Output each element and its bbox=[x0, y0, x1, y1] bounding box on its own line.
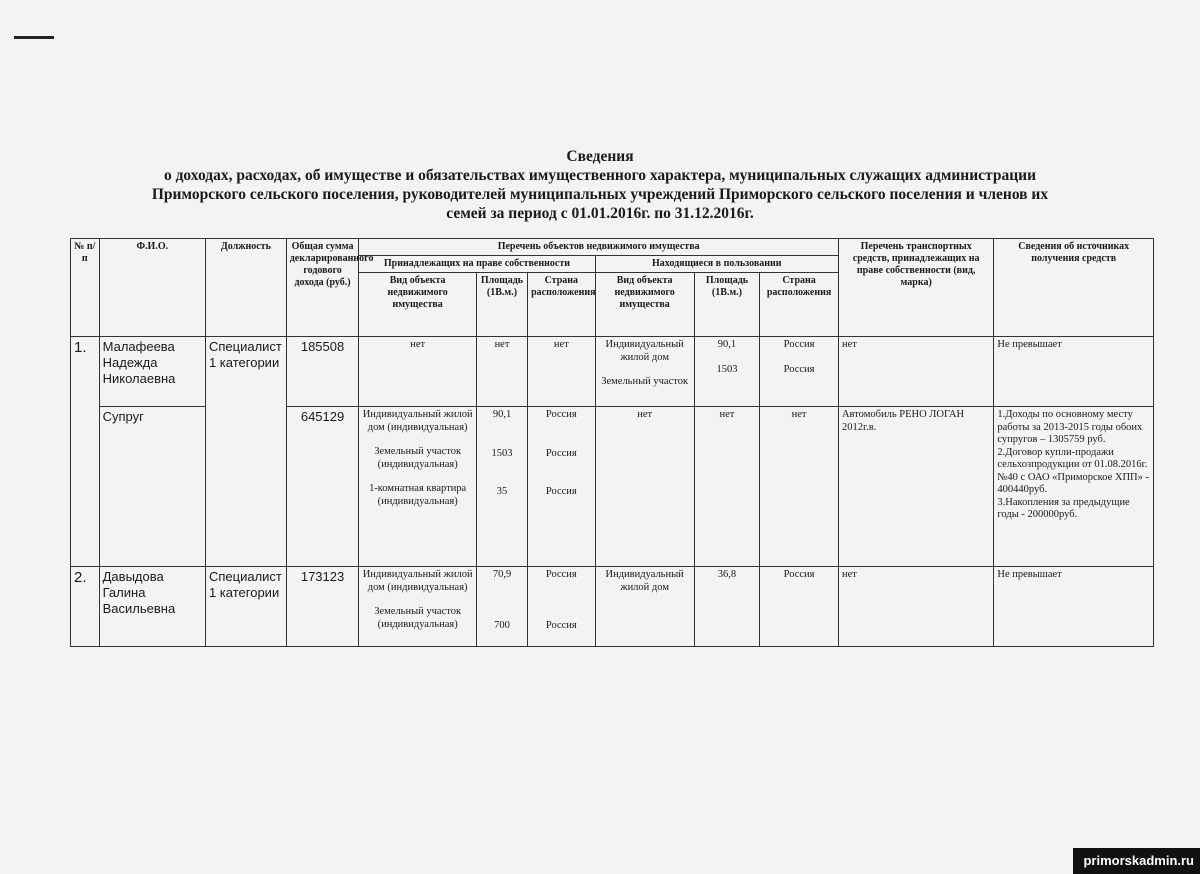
owned-object-type: нет bbox=[359, 337, 477, 407]
site-watermark: primorskadmin.ru bbox=[1073, 848, 1200, 874]
declaration-table bbox=[70, 238, 1154, 647]
header-num: № п/п bbox=[71, 239, 100, 337]
declared-income: 185508 bbox=[286, 337, 359, 407]
owned-object-type: Индивидуальный жилой дом (индивидуальная) Земельный участок (индивидуальная) bbox=[359, 567, 477, 647]
row-number: 1. bbox=[71, 337, 100, 567]
heading-line: Приморского сельского поселения, руководителей муниципальных учреждений Приморского сельского поселения и членов их bbox=[151, 186, 1049, 203]
income-sources: Не превышает bbox=[994, 337, 1154, 407]
header-area-used: Площадь (1В.м.) bbox=[694, 273, 759, 337]
row-number: 2. bbox=[71, 567, 100, 647]
owned-country: нет bbox=[528, 337, 595, 407]
table-row bbox=[71, 337, 1154, 407]
income-sources: 1.Доходы по основному месту работы за 2013-2015 годы обоих супругов – 1305759 руб. 2.Договор купли-продажи сельхозпродукции от 01.08.2016г. №40 с ОАО «Приморское ХПП» - 400440руб. 3.Накопления за предыдущие годы - 200000руб. bbox=[994, 407, 1154, 567]
heading-line: семей за период с 01.01.2016г. по 31.12.2016г. bbox=[446, 205, 754, 222]
owned-area: 90,1 1503 35 bbox=[476, 407, 527, 567]
person-name: Супруг bbox=[99, 407, 205, 567]
used-country: Россия bbox=[760, 567, 839, 647]
person-name: Давыдова Галина Васильевна bbox=[99, 567, 205, 647]
used-object-type: нет bbox=[595, 407, 694, 567]
transport: Автомобиль РЕНО ЛОГАН 2012г.в. bbox=[838, 407, 993, 567]
owned-area: нет bbox=[476, 337, 527, 407]
declared-income: 173123 bbox=[286, 567, 359, 647]
owned-area: 70,9 700 bbox=[476, 567, 527, 647]
person-position: Специалист 1 категории bbox=[205, 337, 286, 567]
used-area: 90,1 1503 bbox=[694, 337, 759, 407]
used-country: нет bbox=[760, 407, 839, 567]
scan-mark bbox=[14, 36, 54, 39]
transport: нет bbox=[838, 567, 993, 647]
used-area: нет bbox=[694, 407, 759, 567]
header-object-type-used: Вид объекта недвижимого имущества bbox=[595, 273, 694, 337]
header-used: Находящиеся в пользовании bbox=[595, 256, 838, 273]
header-object-type: Вид объекта недвижимого имущества bbox=[359, 273, 477, 337]
owned-object-type: Индивидуальный жилой дом (индивидуальная) Земельный участок (индивидуальная) 1-комнатная квартира (индивидуальная) bbox=[359, 407, 477, 567]
header-area: Площадь (1В.м.) bbox=[476, 273, 527, 337]
heading-title: Сведения bbox=[566, 148, 634, 165]
owned-country: Россия Россия bbox=[528, 567, 595, 647]
person-position: Специалист 1 категории bbox=[205, 567, 286, 647]
owned-country: Россия Россия Россия bbox=[528, 407, 595, 567]
header-position: Должность bbox=[205, 239, 286, 337]
header-sources: Сведения об источниках получения средств bbox=[994, 239, 1154, 337]
declared-income: 645129 bbox=[286, 407, 359, 567]
header-fio: Ф.И.О. bbox=[99, 239, 205, 337]
header-owned: Принадлежащих на праве собственности bbox=[359, 256, 595, 273]
used-object-type: Индивидуальный жилой дом Земельный участок bbox=[595, 337, 694, 407]
document-heading bbox=[80, 147, 1120, 223]
used-area: 36,8 bbox=[694, 567, 759, 647]
header-income: Общая сумма декларированного годового дохода (руб.) bbox=[286, 239, 359, 337]
table-row bbox=[71, 567, 1154, 647]
header-country: Страна расположения bbox=[528, 273, 595, 337]
used-country: Россия Россия bbox=[760, 337, 839, 407]
transport: нет bbox=[838, 337, 993, 407]
header-country-used: Страна расположения bbox=[760, 273, 839, 337]
income-sources: Не превышает bbox=[994, 567, 1154, 647]
heading-line: о доходах, расходах, об имуществе и обязательствах имущественного характера, муниципальных служащих администрации bbox=[163, 167, 1037, 184]
header-realty: Перечень объектов недвижимого имущества bbox=[359, 239, 839, 256]
header-transport: Перечень транспортных средств, принадлежащих на праве собственности (вид, марка) bbox=[838, 239, 993, 337]
person-name: Малафеева Надежда Николаевна bbox=[99, 337, 205, 407]
used-object-type: Индивидуальный жилой дом bbox=[595, 567, 694, 647]
